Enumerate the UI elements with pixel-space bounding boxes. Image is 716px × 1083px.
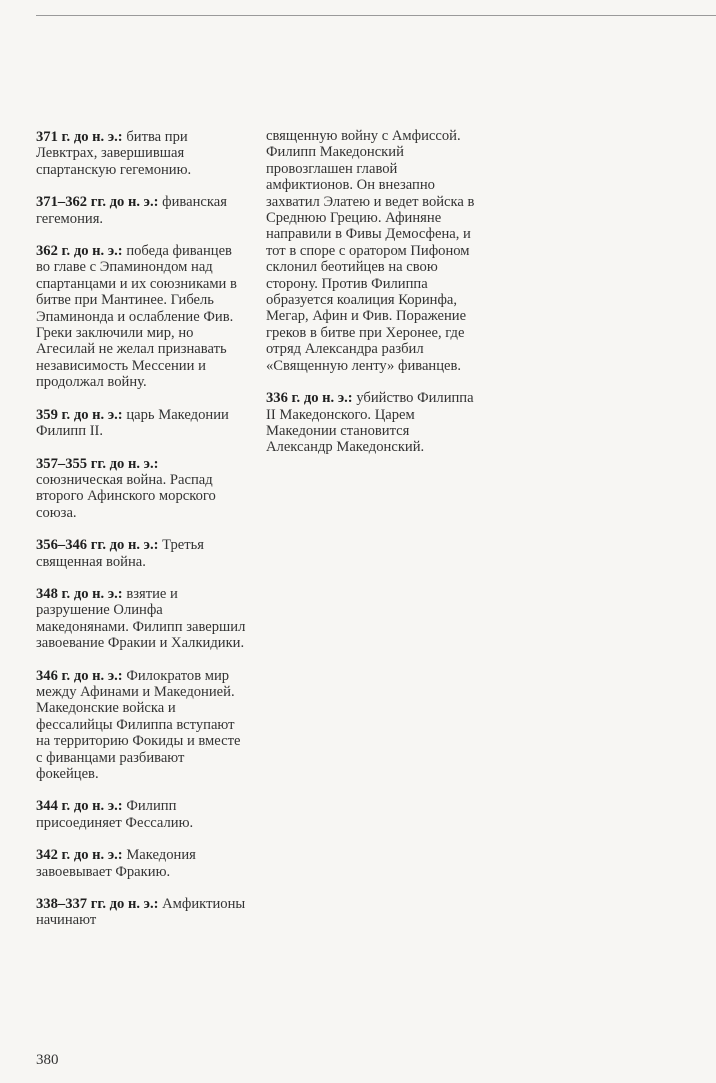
timeline-entry: [36, 194, 246, 227]
entry-date: 357–355 гг. до н. э.:: [36, 455, 159, 472]
entry-text: Амфиктионы начинают: [36, 896, 246, 929]
entry-date: 346 г. до н. э.:: [36, 667, 123, 684]
timeline-entry: [36, 847, 246, 880]
timeline-entry: [36, 586, 246, 652]
timeline-entry-continued: [266, 128, 476, 374]
entry-text: победа фиванцев во главе с Эпаминондом над спартанцами и их союзниками в битве при Мантинее. Гибель Эпаминонда и ослабление Фив. Греки заключили мир, но Агесилай не желал признавать независимость Мессении и продолжал войну.: [36, 243, 237, 391]
timeline-entry: [36, 456, 246, 522]
entry-date: 336 г. до н. э.:: [266, 390, 353, 407]
entry-date: 371–362 гг. до н. э.:: [36, 194, 159, 211]
entry-text: священную войну с Амфиссой. Филипп Македонский провозглашен главой амфиктионов. Он внезапно захватил Элатею и ведет войска в Среднюю Грецию. Афиняне направили в Фивы Демосфена, и тот в споре с оратором Пифоном склонил беотийцев на свою сторону. Против Филиппа образуется коалиция Коринфа, Мегар, Афин и Фив. Поражение греков в битве при Херонее, где отряд Александра разбил «Священную ленту» фиванцев.: [266, 128, 475, 374]
left-column: [36, 129, 246, 945]
entry-date: 344 г. до н. э.:: [36, 798, 123, 815]
entry-text: Филократов мир между Афинами и Македонией. Македонские войска и фессалийцы Филиппа вступают на территорию Фокиды и вместе с фиванцами разбивают фокейцев.: [36, 667, 241, 782]
entry-text: взятие и разрушение Олинфа македонянами. Филипп завершил завоевание Фракии и Халкидики.: [36, 585, 246, 652]
entry-date: 362 г. до н. э.:: [36, 243, 123, 260]
timeline-entry: [36, 537, 246, 570]
entry-date: 359 г. до н. э.:: [36, 406, 123, 423]
entry-date: 356–346 гг. до н. э.:: [36, 537, 159, 554]
timeline-entry: [36, 668, 246, 783]
timeline-entry: [266, 390, 476, 456]
entry-date: 342 г. до н. э.:: [36, 847, 123, 864]
entry-text: союзническая война. Распад второго Афинского морского союза.: [36, 471, 216, 521]
entry-text: Третья священная война.: [36, 537, 205, 570]
timeline-entry: [36, 243, 246, 391]
entry-date: 338–337 гг. до н. э.:: [36, 896, 159, 913]
entry-text: убийство Филиппа II Македонского. Царем Македонии становится Александр Македонский.: [266, 390, 474, 456]
entry-text: Филипп присоединяет Фессалию.: [36, 798, 194, 831]
timeline-entry: [36, 798, 246, 831]
right-column: [266, 128, 476, 472]
header-rule: [36, 15, 716, 16]
timeline-entry: [36, 407, 246, 440]
page-number: 380: [36, 1052, 59, 1068]
entry-text: царь Македонии Филипп II.: [36, 406, 229, 440]
timeline-entry: [36, 129, 246, 178]
entry-date: 371 г. до н. э.:: [36, 129, 123, 145]
entry-text: Македония завоевывает Фракию.: [36, 847, 196, 880]
entry-date: 348 г. до н. э.:: [36, 585, 123, 602]
timeline-entry: [36, 896, 246, 929]
entry-text: фиванская гегемония.: [36, 194, 227, 227]
entry-text: битва при Левктрах, завершившая спартанскую гегемонию.: [36, 129, 192, 178]
